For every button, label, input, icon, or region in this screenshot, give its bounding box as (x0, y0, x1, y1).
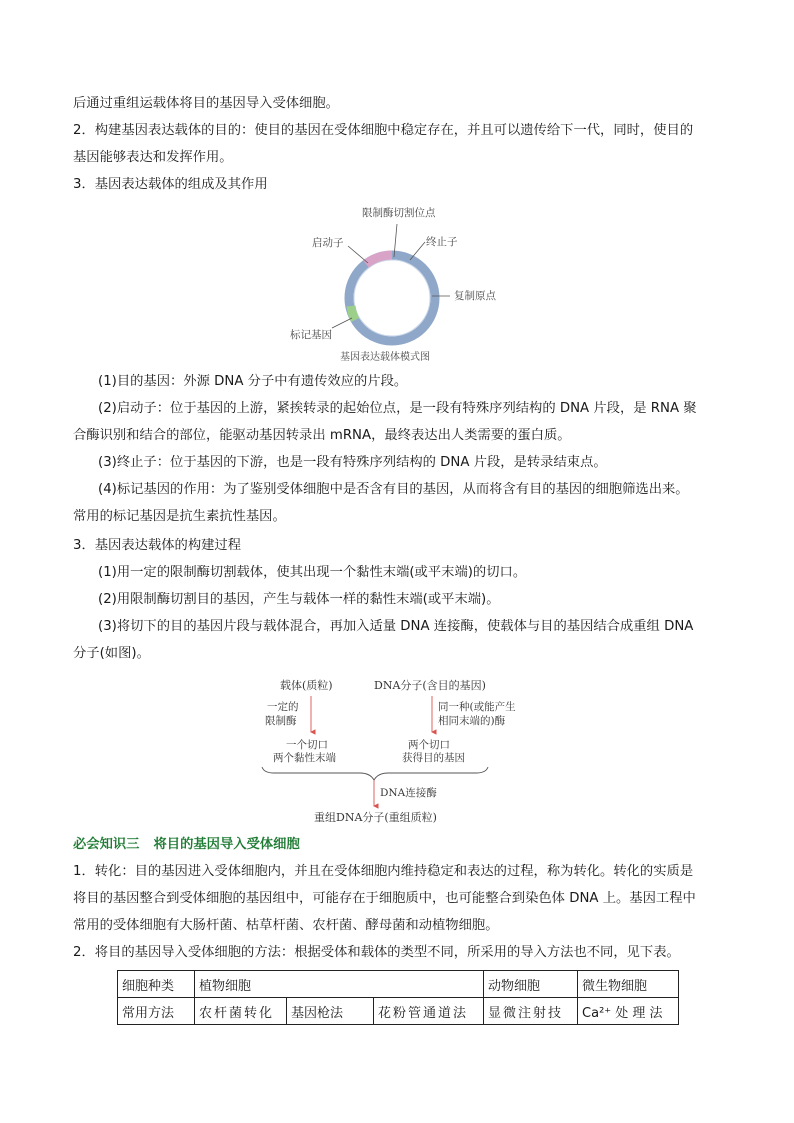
product-label: 重组DNA分子(重组质粒) (314, 811, 437, 824)
plasmid-ring-inner (354, 260, 430, 336)
paragraph-line: (1)用一定的限制酶切割载体，使其出现一个黏性末端(或平末端)的切口。 (98, 565, 527, 580)
paragraph-line: 将目的基因整合到受体细胞的基因组中，可能存在于细胞质中，也可能整合到染色体 DNA 上。基因工程中 (73, 891, 696, 906)
plasmid-diagram (282, 200, 512, 368)
paragraph-line: 常用的受体细胞有大肠杆菌、枯草杆菌、农杆菌、酵母菌和动植物细胞。 (73, 918, 499, 933)
paragraph-line: 常用的标记基因是抗生素抗性基因。 (73, 509, 286, 524)
table-cell: 基因枪法 (287, 998, 374, 1025)
vector-label: 载体(质粒) (280, 679, 333, 692)
paragraph-line: 后通过重组运载体将目的基因导入受体细胞。 (73, 96, 339, 111)
table-cell: 植物细胞 (195, 971, 484, 998)
table-cell: 常用方法 (118, 998, 195, 1025)
result-left-line2: 两个黏性末端 (273, 752, 336, 764)
result-right-line2: 获得目的基因 (402, 752, 465, 764)
table-row (118, 998, 679, 1025)
cut-site-label: 限制酶切割位点 (362, 207, 436, 219)
merge-brace (262, 767, 488, 780)
table-cell: 微生物细胞 (578, 971, 679, 998)
enzyme-right-line2: 相同末端的)酶 (438, 715, 506, 727)
marker-leader (332, 318, 352, 328)
section-heading: 3．基因表达载体的组成及其作用 (73, 177, 268, 192)
dna-molecule-label: DNA分子(含目的基因) (374, 679, 486, 692)
section-title-text: 将目的基因导入受体细胞 (153, 837, 300, 852)
ligase-label: DNA连接酶 (380, 787, 437, 799)
paragraph-line: (2)启动子：位于基因的上游，紧挨转录的起始位点，是一段有特殊序列结构的 DNA 片段，是 RNA 聚 (98, 401, 697, 416)
enzyme-left-line1: 一定的 (267, 701, 299, 713)
paragraph-line: (3)终止子：位于基因的下游，也是一段有特殊序列结构的 DNA 片段，是转录结束点。 (98, 455, 607, 470)
paragraph-line: (2)用限制酶切割目的基因，产生与载体一样的黏性末端(或平末端)。 (98, 592, 500, 607)
table-cell: 农杆菌转化 (195, 998, 287, 1025)
paragraph-line: 2．将目的基因导入受体细胞的方法：根据受体和载体的类型不同，所采用的导入方法也不同，见下表。 (73, 945, 680, 960)
diagram-caption: 基因表达载体模式图 (340, 352, 430, 363)
table-cell: 动物细胞 (484, 971, 578, 998)
table-cell: 显微注射技 (484, 998, 578, 1025)
construction-flow-diagram (250, 672, 550, 832)
paragraph-line: 分子(如图)。 (73, 646, 150, 661)
paragraph-line: (3)将切下的目的基因片段与载体混合，再加入适量 DNA 连接酶，使载体与目的基因结合成重组 DNA (98, 619, 694, 634)
promoter-label: 启动子 (312, 237, 344, 249)
terminator-leader (410, 242, 425, 260)
promoter-leader (348, 246, 368, 263)
enzyme-right-line1: 同一种(或能产生 (438, 701, 516, 713)
section-title (73, 836, 723, 854)
paragraph-line: (1)目的基因：外源 DNA 分子中有遗传效应的片段。 (98, 374, 408, 389)
plasmid-ring (349, 255, 435, 341)
paragraph-line: 合酶识别和结合的部位，能驱动基因转录出 mRNA，最终表达出人类需要的蛋白质。 (73, 428, 571, 443)
table-row (118, 971, 679, 998)
table-cell: 细胞种类 (118, 971, 195, 998)
transformation-methods-table (117, 970, 679, 1025)
paragraph-line: 1．转化：目的基因进入受体细胞内，并且在受体细胞内维持稳定和表达的过程，称为转化。转化的实质是 (73, 864, 694, 879)
paragraph-line: 2．构建基因表达载体的目的：使目的基因在受体细胞中稳定存在，并且可以遗传给下一代，同时，使目的 (73, 123, 694, 138)
table-cell: 花粉管通道法 (374, 998, 484, 1025)
origin-label: 复制原点 (454, 290, 496, 302)
marker-label: 标记基因 (290, 329, 332, 341)
section-heading: 3．基因表达载体的构建过程 (73, 538, 242, 553)
paragraph-line: 基因能够表达和发挥作用。 (73, 150, 233, 165)
enzyme-left-line2: 限制酶 (265, 715, 297, 727)
result-left-line1: 一个切口 (286, 739, 328, 751)
terminator-label: 终止子 (426, 236, 458, 248)
paragraph-line: (4)标记基因的作用：为了鉴别受体细胞中是否含有目的基因，从而将含有目的基因的细胞筛选出来。 (98, 482, 689, 497)
section-number: 必会知识三 (73, 837, 140, 852)
table-cell: Ca²⁺ 处 理 法 (578, 998, 679, 1025)
result-right-line1: 两个切口 (408, 739, 450, 751)
